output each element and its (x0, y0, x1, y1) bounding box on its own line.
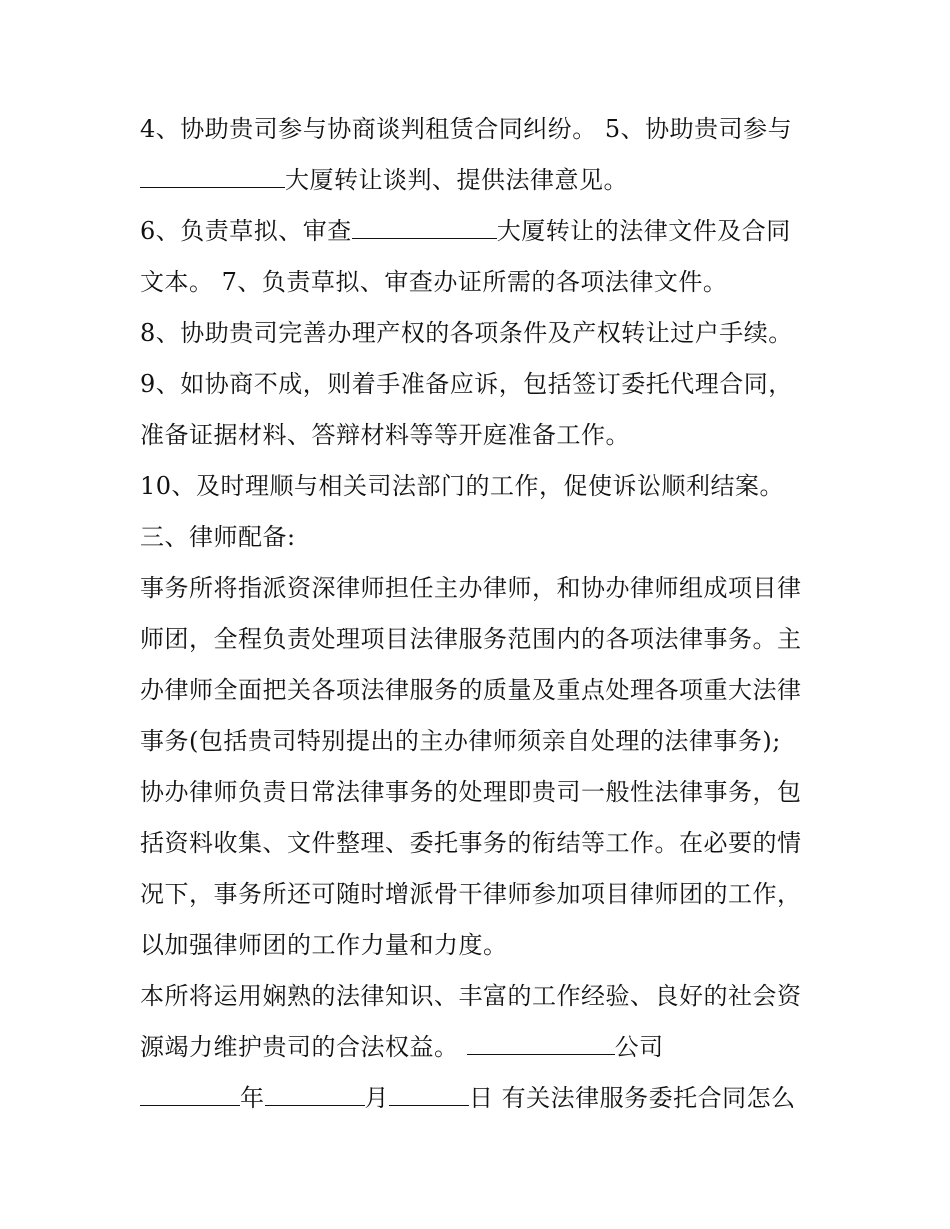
text-segment: 事务(包括贵司特别提出的主办律师须亲自处理的法律事务); (140, 727, 781, 755)
text-segment: 9、如协商不成，则着手准备应诉，包括签订委托代理合同， (140, 370, 793, 398)
text-line-paragraph (140, 828, 820, 858)
text-line-paragraph (140, 981, 820, 1011)
text-line-service-7 (140, 267, 820, 297)
fill-in-blank-year (140, 1083, 240, 1106)
text-line-service-4 (140, 114, 820, 144)
text-segment: 日 有关法律服务委托合同怎么 (469, 1084, 796, 1112)
text-segment: 三、律师配备: (140, 523, 296, 551)
text-segment: 准备证据材料、答辩材料等等开庭准备工作。 (140, 421, 630, 449)
fill-in-blank-day (389, 1083, 469, 1106)
text-line-service-9 (140, 369, 820, 399)
text-line-service-9-cont (140, 420, 820, 450)
text-line-paragraph (140, 777, 820, 807)
text-line-paragraph (140, 624, 820, 654)
fill-in-blank-month (265, 1083, 365, 1106)
text-line-paragraph (140, 879, 820, 909)
text-segment: 大厦转让谈判、提供法律意见。 (285, 166, 628, 194)
text-line-service-5-cont (140, 165, 820, 195)
text-segment: 协办律师负责日常法律事务的处理即贵司一般性法律事务，包 (140, 778, 802, 806)
text-segment: 本所将运用娴熟的法律知识、丰富的工作经验、良好的社会资 (140, 982, 802, 1010)
text-line-paragraph (140, 675, 820, 705)
text-line-service-8 (140, 318, 820, 348)
fill-in-blank-building-name (352, 216, 497, 239)
text-segment: 4、协助贵司参与协商谈判租赁合同纠纷。 5、协助贵司参与 (140, 115, 793, 143)
text-segment: 事务所将指派资深律师担任主办律师，和协办律师组成项目律 (140, 574, 802, 602)
text-segment: 6、负责草拟、审查 (140, 217, 352, 245)
fill-in-blank-company-name (467, 1032, 615, 1055)
text-segment: 源竭力维护贵司的合法权益。 (140, 1033, 467, 1061)
text-segment: 10、及时理顺与相关司法部门的工作，促使诉讼顺利结案。 (140, 472, 785, 500)
text-segment: 以加强律师团的工作力量和力度。 (140, 931, 508, 959)
text-line-paragraph (140, 726, 820, 756)
text-line-paragraph (140, 930, 820, 960)
text-line-paragraph (140, 573, 820, 603)
text-line-signature-company (140, 1032, 820, 1062)
text-line-service-6 (140, 216, 820, 246)
text-line-service-10 (140, 471, 820, 501)
text-segment: 括资料收集、文件整理、委托事务的衔结等工作。在必要的情 (140, 829, 802, 857)
text-segment: 文本。 7、负责草拟、审查办证所需的各项法律文件。 (140, 268, 728, 296)
text-segment: 月 (364, 1084, 389, 1112)
section-heading-lawyers (140, 522, 820, 552)
fill-in-blank-building-name (140, 165, 285, 188)
text-segment: 公司 (614, 1033, 664, 1061)
text-segment: 况下，事务所还可随时增派骨干律师参加项目律师团的工作， (140, 880, 802, 908)
text-segment: 办律师全面把关各项法律服务的质量及重点处理各项重大法律 (140, 676, 802, 704)
text-segment: 师团，全程负责处理项目法律服务范围内的各项法律事务。主 (140, 625, 802, 653)
text-segment: 年 (240, 1084, 265, 1112)
text-line-signature-date (140, 1083, 820, 1113)
text-segment: 大厦转让的法律文件及合同 (496, 217, 791, 245)
text-segment: 8、协助贵司完善办理产权的各项条件及产权转让过户手续。 (140, 319, 793, 347)
